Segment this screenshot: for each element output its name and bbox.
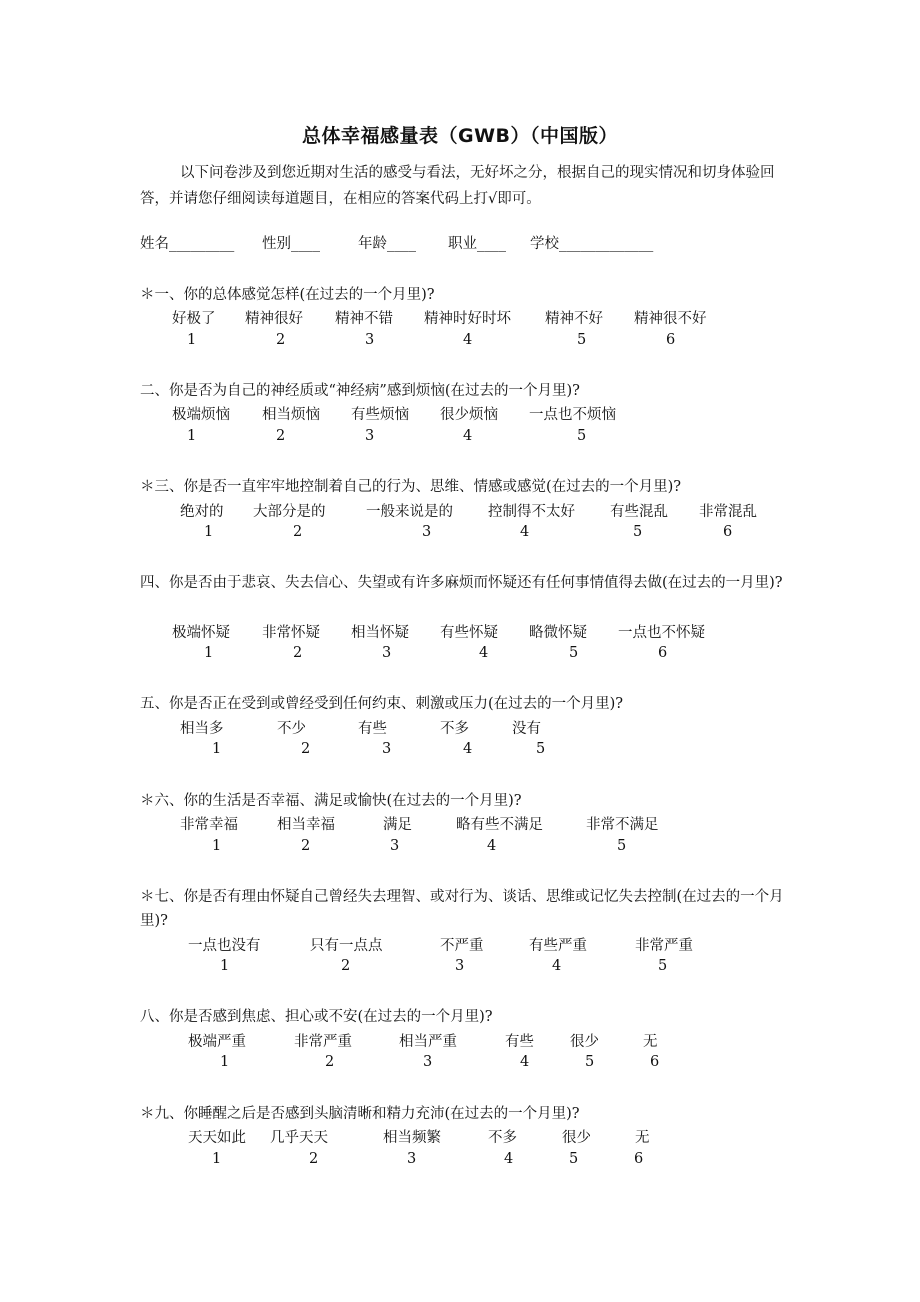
- answer-option[interactable]: 极端怀疑: [172, 625, 230, 641]
- answer-option[interactable]: 几乎天天: [270, 1130, 328, 1146]
- answer-code[interactable]: 1: [204, 524, 214, 540]
- answer-code[interactable]: 6: [723, 524, 733, 540]
- answer-code[interactable]: 2: [293, 524, 303, 540]
- answer-option[interactable]: 很少: [562, 1130, 591, 1146]
- age-field[interactable]: 年龄____: [358, 236, 416, 252]
- answer-option[interactable]: 相当频繁: [383, 1130, 441, 1146]
- answer-code[interactable]: 3: [455, 958, 465, 974]
- answer-option[interactable]: 无: [643, 1034, 658, 1050]
- answer-option[interactable]: 不多: [440, 721, 469, 737]
- question-text: 五、你是否正在受到或曾经受到任何约束、刺激或压力(在过去的一个月里)?: [140, 696, 624, 712]
- answer-code[interactable]: 6: [650, 1054, 660, 1070]
- question-text: ＊九、你睡醒之后是否感到头脑清晰和精力充沛(在过去的一个月里)?: [140, 1106, 580, 1122]
- answer-option[interactable]: 一点也不烦恼: [529, 407, 616, 423]
- answer-option[interactable]: 一点也不怀疑: [618, 625, 705, 641]
- answer-option[interactable]: 不严重: [440, 938, 484, 954]
- answer-code[interactable]: 3: [422, 524, 432, 540]
- question-text: 八、你是否感到焦虑、担心或不安(在过去的一个月里)?: [140, 1009, 493, 1025]
- answer-option[interactable]: 极端烦恼: [172, 407, 230, 423]
- answer-option[interactable]: 有些: [358, 721, 387, 737]
- answer-code[interactable]: 5: [617, 838, 627, 854]
- answer-option[interactable]: 大部分是的: [253, 504, 326, 520]
- answer-code[interactable]: 4: [487, 838, 497, 854]
- answer-code[interactable]: 2: [293, 645, 303, 661]
- answer-code[interactable]: 2: [341, 958, 351, 974]
- answer-option[interactable]: 非常怀疑: [262, 625, 320, 641]
- answer-option[interactable]: 相当幸福: [277, 817, 335, 833]
- answer-code[interactable]: 3: [382, 645, 392, 661]
- answer-option[interactable]: 绝对的: [180, 504, 224, 520]
- answer-code[interactable]: 1: [212, 741, 222, 757]
- school-field[interactable]: 学校_____________: [530, 236, 654, 252]
- answer-option[interactable]: 只有一点点: [310, 938, 383, 954]
- answer-code[interactable]: 5: [577, 428, 587, 444]
- answer-code[interactable]: 1: [204, 645, 214, 661]
- answer-option[interactable]: 有些混乱: [610, 504, 668, 520]
- answer-option[interactable]: 有些严重: [529, 938, 587, 954]
- answer-option[interactable]: 有些烦恼: [351, 407, 409, 423]
- answer-option[interactable]: 精神不好: [545, 311, 603, 327]
- gender-field[interactable]: 性别____: [262, 236, 320, 252]
- answer-option[interactable]: 满足: [383, 817, 412, 833]
- answer-code[interactable]: 3: [390, 838, 400, 854]
- answer-option[interactable]: 不多: [488, 1130, 517, 1146]
- answer-option[interactable]: 无: [635, 1130, 650, 1146]
- answer-code[interactable]: 1: [212, 1151, 222, 1167]
- answer-code[interactable]: 5: [633, 524, 643, 540]
- question-text: ＊六、你的生活是否幸福、满足或愉快(在过去的一个月里)?: [140, 793, 522, 809]
- answer-code[interactable]: 1: [212, 838, 222, 854]
- answer-code[interactable]: 3: [423, 1054, 433, 1070]
- answer-option[interactable]: 精神很好: [245, 311, 303, 327]
- answer-code[interactable]: 5: [577, 332, 587, 348]
- answer-option[interactable]: 相当严重: [399, 1034, 457, 1050]
- answer-option[interactable]: 很少: [570, 1034, 599, 1050]
- answer-option[interactable]: 精神很不好: [634, 311, 707, 327]
- answer-option[interactable]: 非常混乱: [699, 504, 757, 520]
- answer-option[interactable]: 好极了: [172, 311, 216, 327]
- answer-code[interactable]: 4: [552, 958, 562, 974]
- answer-option[interactable]: 一点也没有: [188, 938, 261, 954]
- name-field[interactable]: 姓名_________: [140, 236, 235, 252]
- answer-code[interactable]: 1: [220, 1054, 230, 1070]
- answer-option[interactable]: 有些: [505, 1034, 534, 1050]
- answer-code[interactable]: 2: [325, 1054, 335, 1070]
- answer-code[interactable]: 2: [301, 741, 311, 757]
- answer-option[interactable]: 略有些不满足: [456, 817, 543, 833]
- answer-code[interactable]: 4: [504, 1151, 514, 1167]
- answer-code[interactable]: 6: [666, 332, 676, 348]
- answer-code[interactable]: 3: [382, 741, 392, 757]
- occupation-field[interactable]: 职业____: [448, 236, 506, 252]
- answer-option[interactable]: 非常严重: [294, 1034, 352, 1050]
- answer-option[interactable]: 非常不满足: [586, 817, 659, 833]
- answer-code[interactable]: 1: [187, 332, 197, 348]
- answer-option[interactable]: 天天如此: [188, 1130, 246, 1146]
- answer-code[interactable]: 4: [479, 645, 489, 661]
- answer-option[interactable]: 控制得不太好: [488, 504, 575, 520]
- answer-code[interactable]: 5: [585, 1054, 595, 1070]
- answer-code[interactable]: 2: [276, 428, 286, 444]
- answer-code[interactable]: 6: [634, 1151, 644, 1167]
- answer-option[interactable]: 精神时好时坏: [424, 311, 511, 327]
- answer-code[interactable]: 5: [536, 741, 546, 757]
- question-text: 四、你是否由于悲哀、失去信心、失望或有许多麻烦而怀疑还有任何事情值得去做(在过去的一月里)?: [140, 575, 783, 591]
- question-text: ＊三、你是否一直牢牢地控制着自己的行为、思维、情感或感觉(在过去的一个月里)?: [140, 479, 682, 495]
- answer-code[interactable]: 3: [365, 428, 375, 444]
- answer-option[interactable]: 非常幸福: [180, 817, 238, 833]
- answer-option[interactable]: 精神不错: [335, 311, 393, 327]
- question-text: 二、你是否为自己的神经质或“神经病”感到烦恼(在过去的一个月里)?: [140, 383, 580, 399]
- answer-option[interactable]: 相当怀疑: [351, 625, 409, 641]
- answer-code[interactable]: 4: [520, 524, 530, 540]
- answer-option[interactable]: 一般来说是的: [366, 504, 453, 520]
- answer-code[interactable]: 2: [301, 838, 311, 854]
- answer-code[interactable]: 2: [276, 332, 286, 348]
- answer-code[interactable]: 3: [365, 332, 375, 348]
- answer-option[interactable]: 不少: [277, 721, 306, 737]
- answer-code[interactable]: 5: [658, 958, 668, 974]
- answer-code[interactable]: 2: [309, 1151, 319, 1167]
- answer-code[interactable]: 4: [520, 1054, 530, 1070]
- answer-code[interactable]: 1: [187, 428, 197, 444]
- answer-option[interactable]: 略微怀疑: [529, 625, 587, 641]
- question-text: ＊七、你是否有理由怀疑自己曾经失去理智、或对行为、谈话、思维或记忆失去控制(在过去的一个月里)?: [140, 889, 784, 929]
- answer-option[interactable]: 有些怀疑: [440, 625, 498, 641]
- answer-code[interactable]: 3: [407, 1151, 417, 1167]
- answer-code[interactable]: 4: [463, 428, 473, 444]
- page-title: 总体幸福感量表（GWB）（中国版）: [301, 125, 619, 147]
- answer-option[interactable]: 极端严重: [188, 1034, 246, 1050]
- answer-code[interactable]: 4: [463, 741, 473, 757]
- answer-option[interactable]: 相当烦恼: [262, 407, 320, 423]
- intro-paragraph: 以下问卷涉及到您近期对生活的感受与看法，无好坏之分，根据自己的现实情况和切身体验回答，并请您仔细阅读每道题目，在相应的答案代码上打√即可。: [140, 165, 775, 207]
- question-text: ＊一、你的总体感觉怎样(在过去的一个月里)?: [140, 287, 435, 303]
- answer-code[interactable]: 1: [220, 958, 230, 974]
- answer-option[interactable]: 没有: [512, 721, 541, 737]
- answer-code[interactable]: 6: [658, 645, 668, 661]
- answer-option[interactable]: 非常严重: [635, 938, 693, 954]
- answer-code[interactable]: 4: [463, 332, 473, 348]
- answer-code[interactable]: 5: [569, 645, 579, 661]
- answer-code[interactable]: 5: [569, 1151, 579, 1167]
- answer-option[interactable]: 很少烦恼: [440, 407, 498, 423]
- answer-option[interactable]: 相当多: [180, 721, 224, 737]
